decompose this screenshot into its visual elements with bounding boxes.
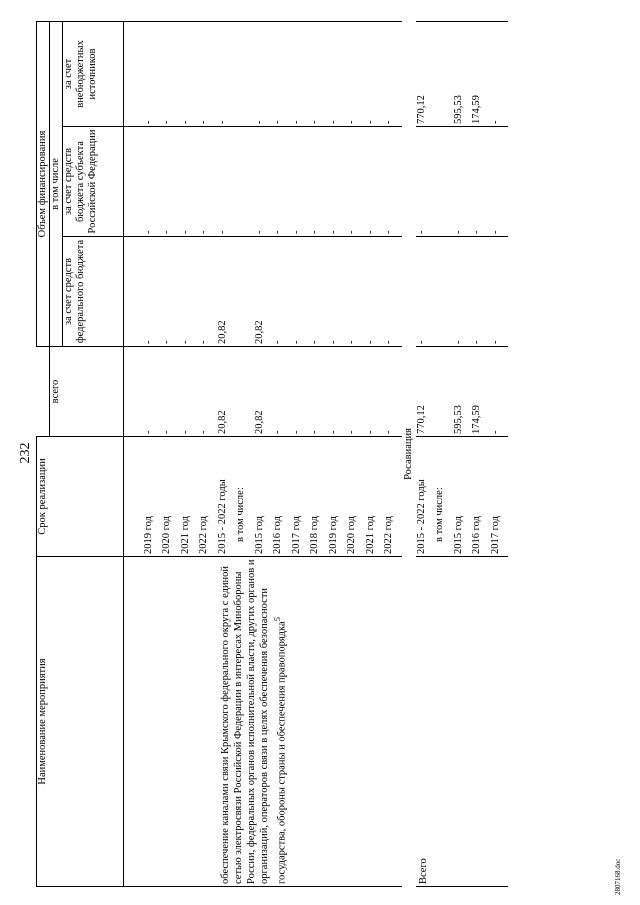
table-row: 2019 год - - - - <box>328 21 347 886</box>
total-name: Всего <box>416 557 509 887</box>
table-row: 2017 год - - - - <box>490 21 509 886</box>
header-name: Наименование мероприятия <box>37 557 124 887</box>
table-row: 2021 год - - - - <box>180 21 199 886</box>
page-number: 232 <box>18 442 33 464</box>
funding-table <box>36 21 508 887</box>
table-row: 2016 год - - - - <box>272 21 291 886</box>
table-row: 2022 год - - - - <box>383 21 402 886</box>
table-row: в том числе: <box>434 21 453 886</box>
table-row: 2019 год - - - - <box>143 21 162 886</box>
table-row: 2018 год - - - - <box>309 21 328 886</box>
header-funding: Объем финансирования <box>37 21 50 346</box>
table-body <box>124 21 509 886</box>
header-total: всего <box>50 347 124 437</box>
section-row <box>402 21 416 886</box>
header-period: Срок реализации <box>37 437 124 557</box>
table-row: Всего 2015 - 2022 годы 770,12 - - 770,12 <box>416 21 435 886</box>
header-federal: за счет средств федерального бюджета <box>63 237 124 347</box>
table-row: 2017 год - - - - <box>291 21 310 886</box>
table-row: в том числе: <box>235 21 254 886</box>
table-row: 2015 год 595,53 - - 595,53 <box>453 21 472 886</box>
measure-name: обеспечение каналами связи Крымского федерального округа с единой сетью электросвязи Российской Федерации в интересах Минобороны России, федеральных органов исполнительной власти, других органов и организаций, операторов связи в целях обеспечения безопасности государства, обороны страны и обеспечения правопорядка$^5$ <box>217 557 402 887</box>
header-extrabudget: за счет внебюджетных источников <box>63 21 124 126</box>
header-row-1 <box>37 21 50 886</box>
table-row: 2015 год 20,82 20,82 - - <box>254 21 273 886</box>
table-row: 2020 год - - - - <box>161 21 180 886</box>
header-including: в том числе <box>50 21 63 346</box>
table-row: 2021 год - - - - <box>365 21 384 886</box>
table-row: 2020 год - - - - <box>346 21 365 886</box>
table-row: 2016 год 174,59 - - 174,59 <box>471 21 490 886</box>
section-title: Росавиация <box>402 428 414 480</box>
header-regional: за счет средств бюджета субъекта Российской Федерации <box>63 127 124 237</box>
table-row: обеспечение каналами связи Крымского федерального округа с единой сетью электросвязи Российской Федерации в интересах Минобороны России, федеральных органов исполнительной власти, других органов и организаций, операторов связи в целях обеспечения безопасности государства, обороны страны и обеспечения правопорядка$^5$ 2015 - 2022 годы 20,82 20,82 - - <box>217 21 236 886</box>
footer-code: 2807168.doc <box>614 858 622 895</box>
table-row: 2022 год - - - - <box>198 21 217 886</box>
header-blank <box>37 347 50 437</box>
